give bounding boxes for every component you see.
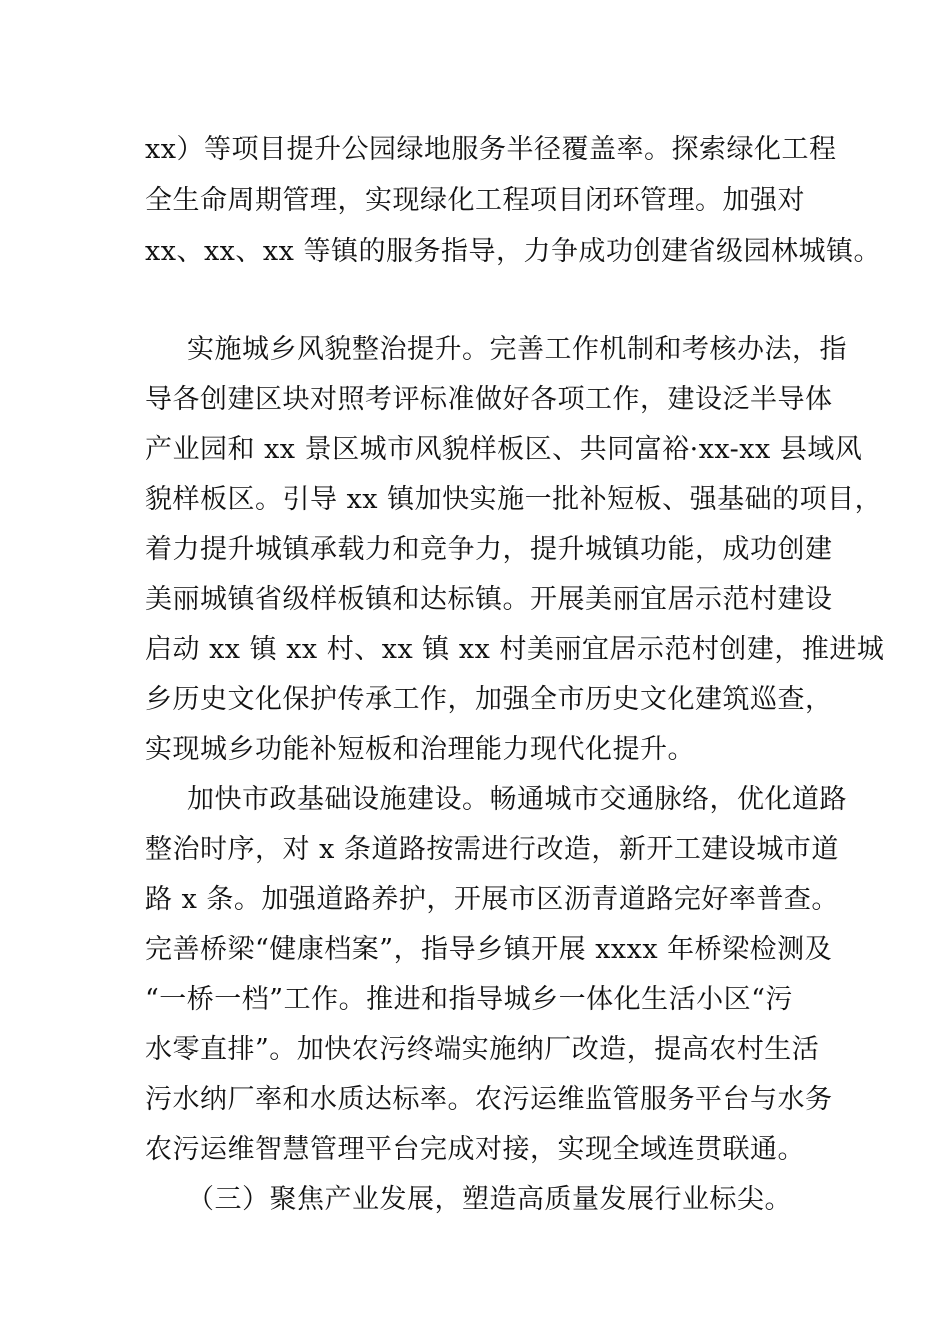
text-line: 路 x 条。加强道路养护，开展市区沥青道路完好率普查。 <box>145 884 839 915</box>
text-line: 启动 xx 镇 xx 村、xx 镇 xx 村美丽宜居示范村创建，推进城 <box>145 634 885 665</box>
text-line: 整治时序，对 x 条道路按需进行改造，新开工建设城市道 <box>145 834 839 865</box>
section-heading: （三）聚焦产业发展，塑造高质量发展行业标尖。 <box>187 1184 792 1215</box>
text-line: 完善桥梁“健康档案”，指导乡镇开展 xxxx 年桥梁检测及 <box>145 934 833 965</box>
text-line: 乡历史文化保护传承工作，加强全市历史文化建筑巡查， <box>145 684 833 715</box>
text-line: 美丽城镇省级样板镇和达标镇。开展美丽宜居示范村建设 <box>145 584 833 615</box>
text-line: 加快市政基础设施建设。畅通城市交通脉络，优化道路 <box>187 784 847 815</box>
text-line: xx）等项目提升公园绿地服务半径覆盖率。探索绿化工程 <box>145 134 837 165</box>
text-line: 水零直排”。加快农污终端实施纳厂改造，提高农村生活 <box>145 1034 820 1065</box>
text-line: 全生命周期管理，实现绿化工程项目闭环管理。加强对 <box>145 185 805 216</box>
text-line: xx、xx、xx 等镇的服务指导，力争成功创建省级园林城镇。 <box>145 236 881 267</box>
text-line: 实现城乡功能补短板和治理能力现代化提升。 <box>145 734 695 765</box>
text-line: “一桥一档”工作。推进和指导城乡一体化生活小区“污 <box>145 984 793 1015</box>
text-line: 实施城乡风貌整治提升。完善工作机制和考核办法，指 <box>187 334 847 365</box>
text-line: 导各创建区块对照考评标准做好各项工作，建设泛半导体 <box>145 384 833 415</box>
text-line: 着力提升城镇承载力和竞争力，提升城镇功能，成功创建 <box>145 534 833 565</box>
text-line: 产业园和 xx 景区城市风貌样板区、共同富裕·xx-xx 县域风 <box>145 434 863 465</box>
text-line: 貌样板区。引导 xx 镇加快实施一批补短板、强基础的项目， <box>145 484 883 515</box>
text-line: 农污运维智慧管理平台完成对接，实现全域连贯联通。 <box>145 1134 805 1165</box>
text-line: 污水纳厂率和水质达标率。农污运维监管服务平台与水务 <box>145 1084 833 1115</box>
